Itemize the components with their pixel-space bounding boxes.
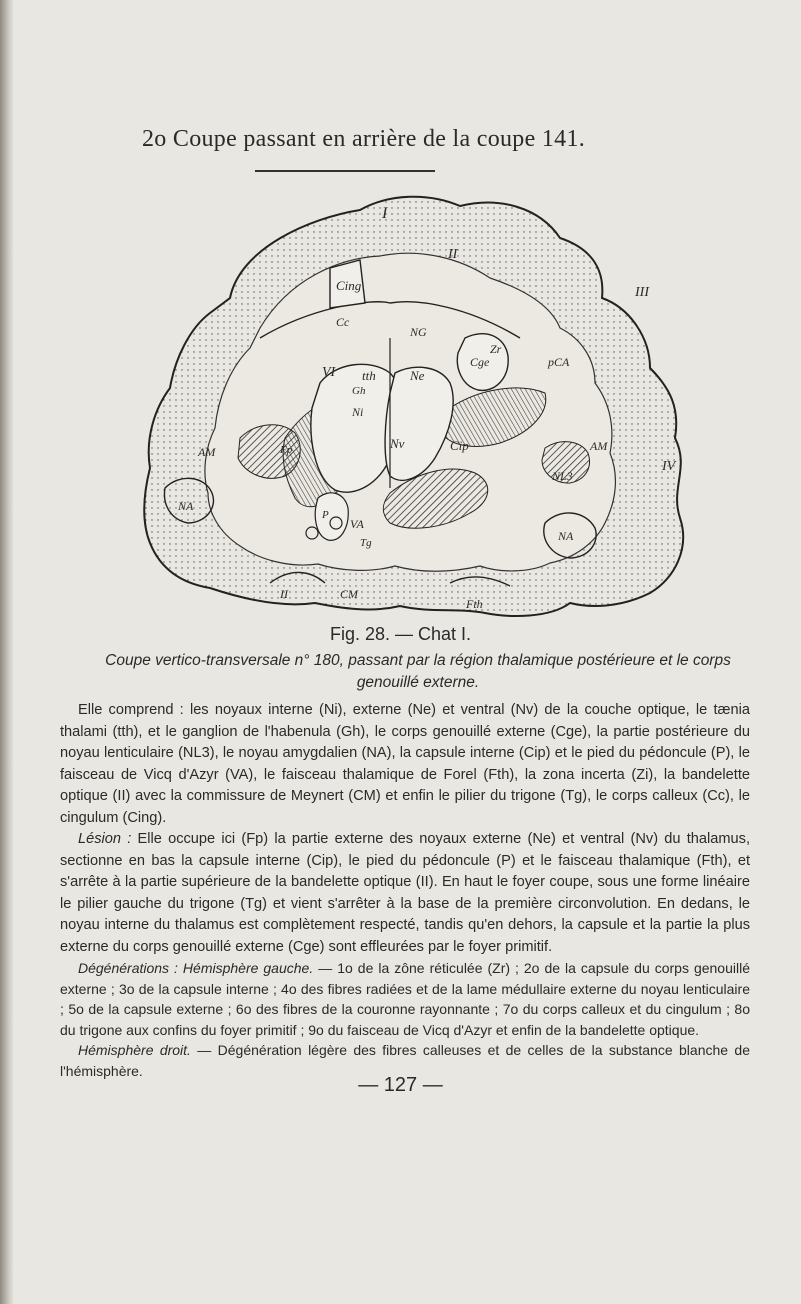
label-Fth: Fth bbox=[466, 597, 483, 611]
brain-section-figure bbox=[90, 188, 710, 620]
label-II-bottom: II bbox=[280, 587, 288, 601]
label-pCA: pCA bbox=[548, 355, 570, 369]
label-Cip: Cip bbox=[450, 438, 469, 453]
label-IV: IV bbox=[662, 459, 676, 474]
label-P: P bbox=[322, 509, 329, 521]
label-Gh: Gh bbox=[352, 385, 366, 397]
body-text bbox=[60, 700, 750, 1081]
label-III: III bbox=[635, 285, 649, 300]
label-Ne: Ne bbox=[410, 368, 425, 383]
label-tth: tth bbox=[362, 368, 376, 383]
pedoncle-outline bbox=[315, 493, 348, 541]
label-Cing: Cing bbox=[336, 278, 362, 293]
page-number: — 127 — bbox=[358, 1074, 443, 1096]
right-hemisphere-text: — Dégénération légère des fibres calleuses et de celles de la substance blanche de l'hémisphère. bbox=[60, 1042, 750, 1079]
label-Cc: Cc bbox=[336, 315, 350, 329]
paragraph-lesion bbox=[60, 829, 750, 958]
label-NG: NG bbox=[410, 325, 427, 339]
label-VA: VA bbox=[350, 517, 364, 531]
figure-number: Fig. 28. — Chat I. bbox=[329, 624, 472, 644]
label-Tg: Tg bbox=[360, 537, 372, 549]
label-Ni: Ni bbox=[352, 405, 364, 419]
label-Nv: Nv bbox=[390, 436, 405, 451]
label-NA-left: NA bbox=[178, 499, 194, 513]
label-Zr: Zr bbox=[490, 342, 502, 356]
label-NL3: NL3 bbox=[552, 469, 573, 483]
label-AM: AM bbox=[590, 439, 608, 453]
lesion-lead: Lésion : bbox=[78, 831, 132, 847]
section-heading: 2o Coupe passant en arrière de la coupe 141. bbox=[142, 126, 586, 152]
heading-rule bbox=[255, 170, 435, 172]
label-CM: CM bbox=[340, 587, 358, 601]
paragraph-composition: Elle comprend : les noyaux interne (Ni), externe (Ne) et ventral (Nv) de la couche optique, le tænia thalami (tth), et le ganglion de l'habenula (Gh), le corps genouillé externe (Cge), la partie postérieure du noyau lenticulaire (NL3), le noyau amygdalien (NA), la capsule interne (Cip) et le pied du pédoncule (P), le faisceau de Vicq d'Azyr (VA), le faisceau thalamique de Forel (Fth), la zona incerta (Zi), la bandelette optique (II) avec la commissure de Meynert (CM) et enfin le pilier du trigone (Tg), le corps calleux (Cc), le cingulum (Cing). bbox=[60, 702, 750, 826]
figure-title: Coupe vertico-transversale n° 180, passant par la région thalamique postérieure et le corps genouillé externe. bbox=[105, 652, 731, 691]
label-II: II bbox=[448, 247, 458, 262]
lesion-text: Elle occupe ici (Fp) la partie externe des noyaux externe (Ne) et ventral (Nv) du thalamus, sectionne en bas la capsule interne (Cip), le pied du pédoncule (P) et le faisceau thalamique (Fth), et s'arrête à la partie supérieure de la bandelette optique (II). En haut le foyer coupe, sous une forme linéaire le pilier gauche du trigone (Tg) et vient s'arrêter à la base de la première circonvolution. En dedans, le noyau interne du thalamus est complètement respecté, tandis qu'en dehors, la capsule et la partie la plus externe du corps genouillé externe (Cge) sont effleurées par le foyer primitif. bbox=[60, 831, 751, 955]
label-I: I bbox=[382, 205, 388, 222]
degenerations-text: — 1o de la zône réticulée (Zr) ; 2o de la capsule du corps genouillé externe ; 3o de la capsule interne ; 4o des fibres radiées et de la lame médullaire externe du noyau lenticulaire ; 5o de la capsule externe ; 6o des fibres de la couronne rayonnante ; 7o du corps calleux et du cingulum ; 8o du trigone aux confins du foyer primitif ; 9o du faisceau de Vicq d'Azyr et enfin de la bandelette optique. bbox=[60, 960, 750, 1038]
paragraph-degenerations bbox=[60, 958, 750, 1040]
right-hemisphere-lead: Hémisphère droit. bbox=[78, 1042, 191, 1058]
label-VI: VI bbox=[322, 365, 336, 380]
page-edge-shadow bbox=[0, 0, 14, 1304]
label-AM-left: AM bbox=[198, 445, 216, 459]
degenerations-lead: Dégénérations : Hémisphère gauche. bbox=[78, 960, 314, 976]
label-NA: NA bbox=[558, 529, 574, 543]
label-Cge: Cge bbox=[470, 355, 490, 369]
label-Fp: Fp bbox=[280, 444, 293, 456]
